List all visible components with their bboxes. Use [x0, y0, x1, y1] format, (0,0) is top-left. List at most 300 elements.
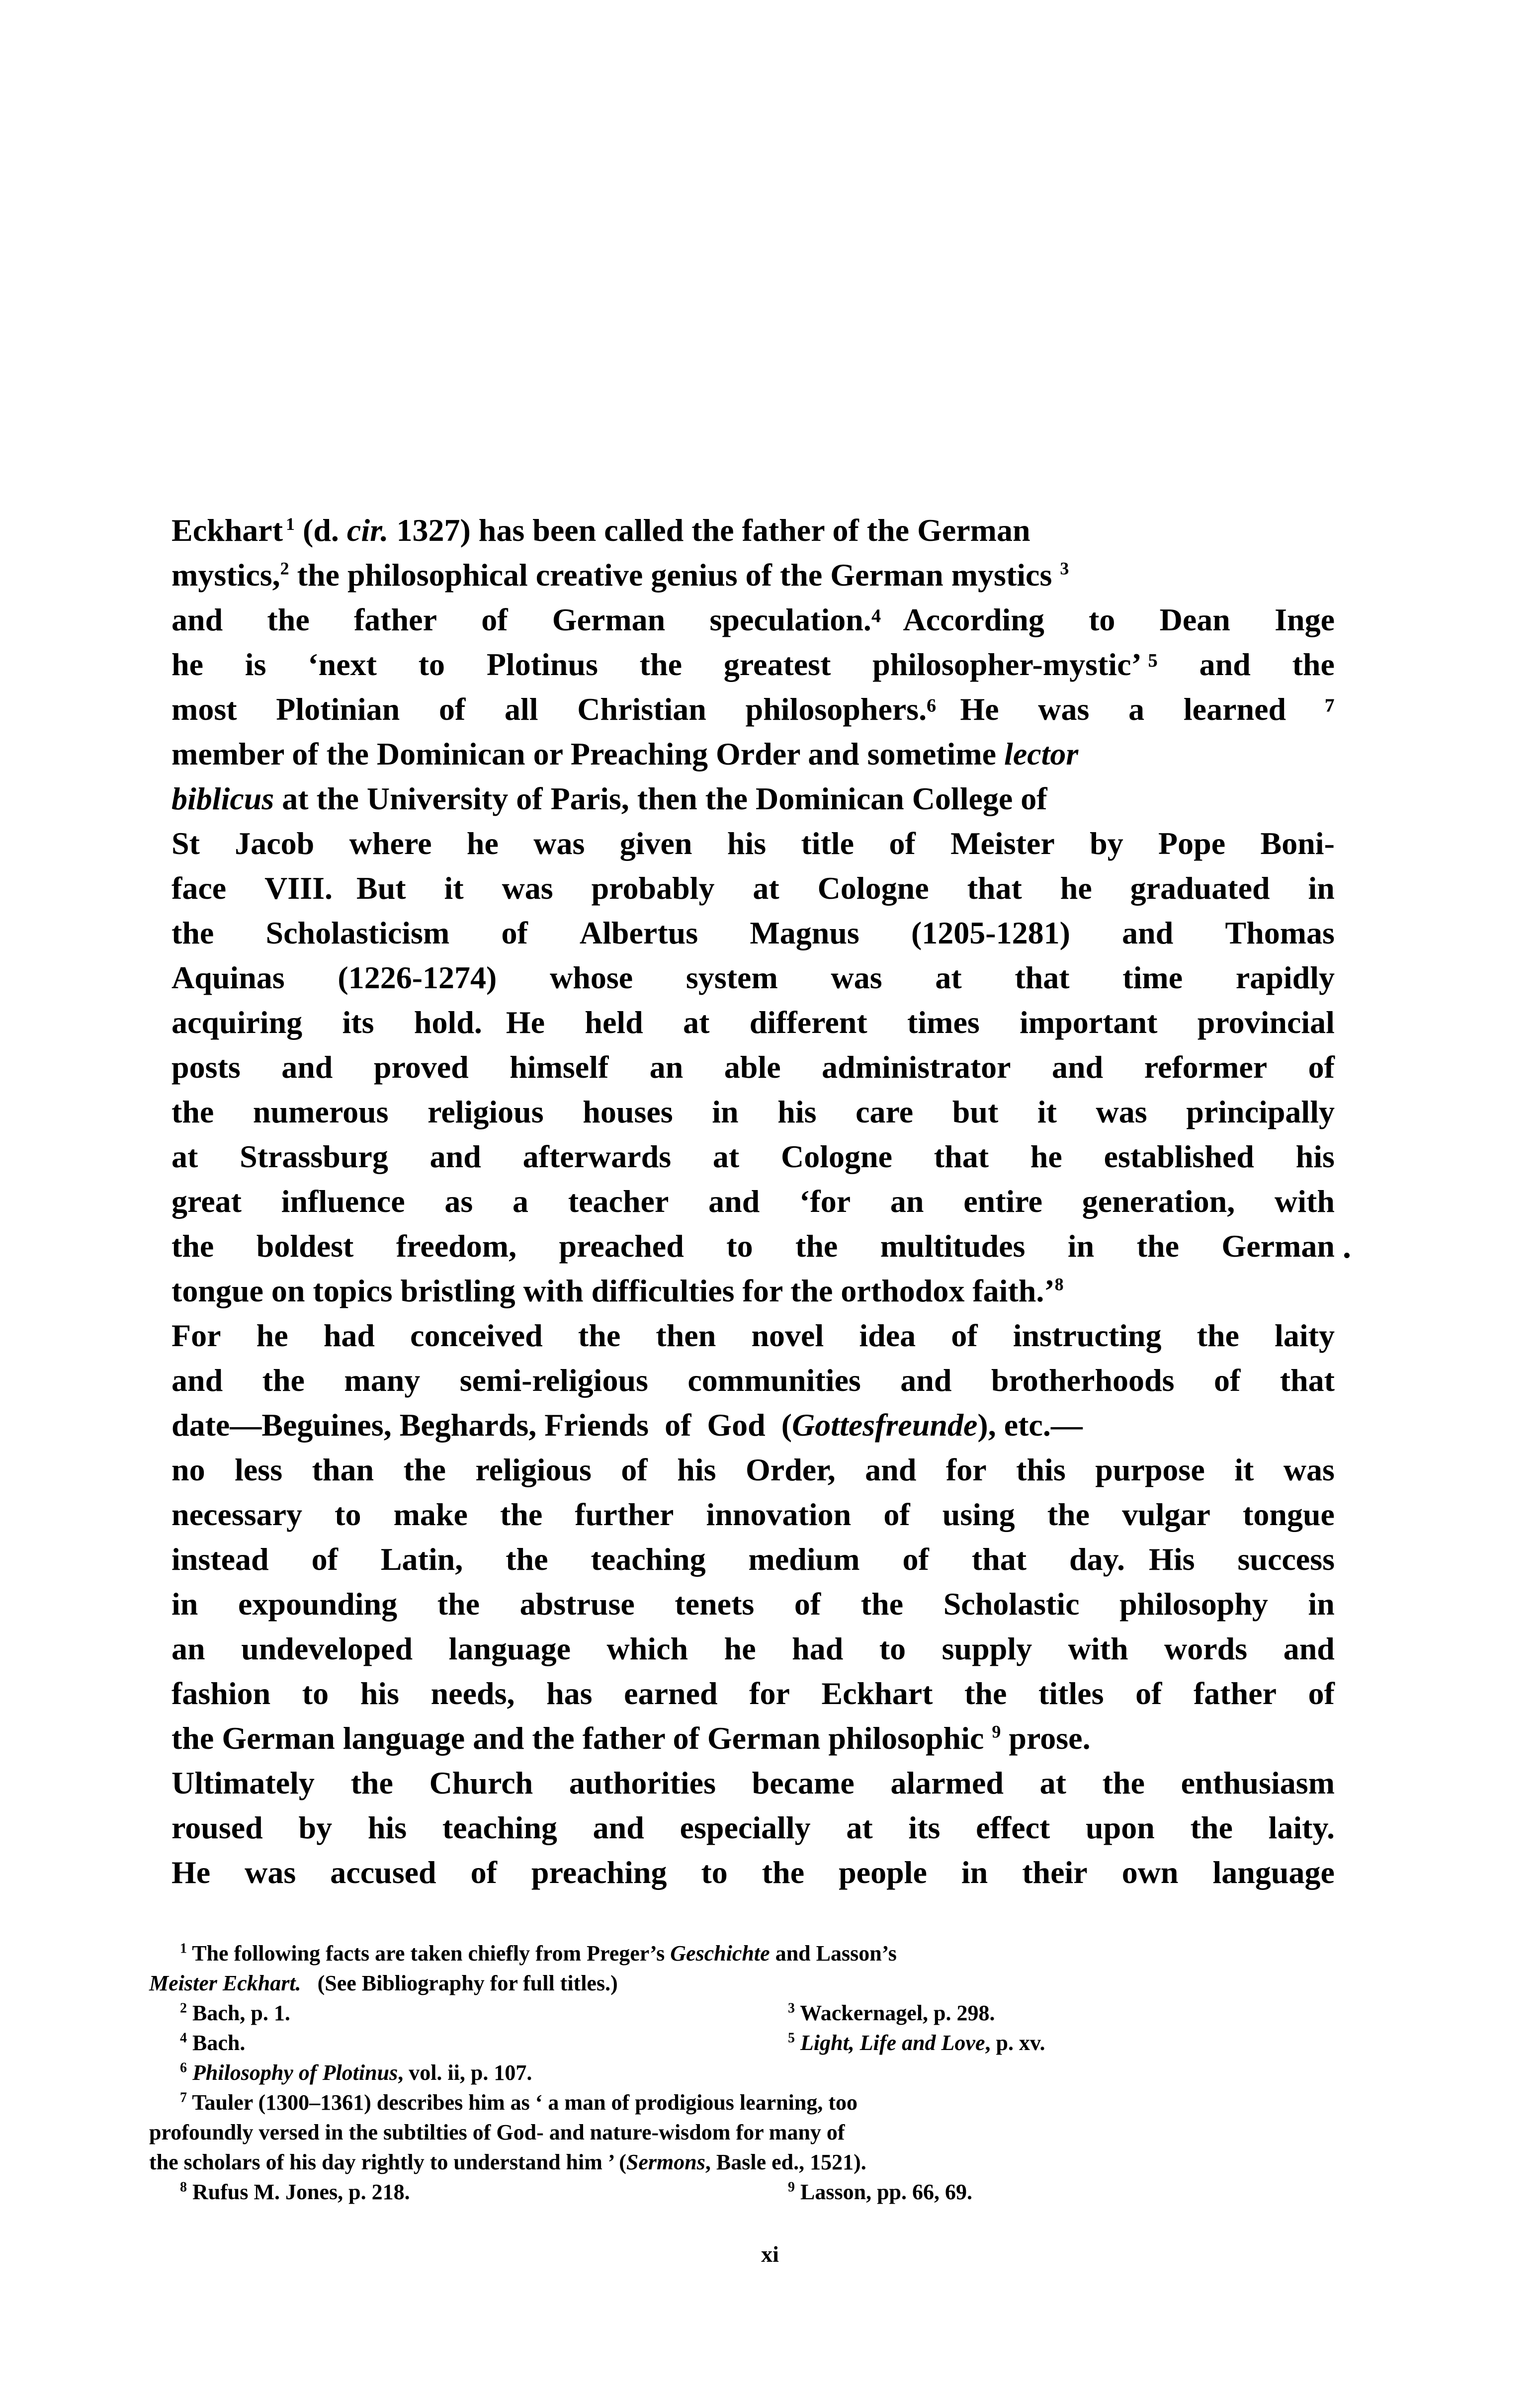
- footnote-2: [180, 1998, 290, 2028]
- text-run: became: [752, 1765, 855, 1800]
- text-run: and: [1052, 1049, 1104, 1085]
- body-line: [171, 1134, 1335, 1179]
- text-run: an: [649, 1049, 684, 1085]
- text-run: novel: [751, 1318, 824, 1353]
- text-run: was: [831, 960, 882, 995]
- text-run: his: [727, 826, 767, 861]
- text-run: he: [171, 647, 203, 682]
- text-run: where: [349, 826, 432, 861]
- text-run: Scholasticism: [265, 915, 450, 950]
- text-run: conceived: [410, 1318, 543, 1353]
- text-run: the: [639, 647, 682, 682]
- text-run: it: [1234, 1452, 1254, 1487]
- text-run: philosophers.⁶ He: [745, 691, 999, 727]
- text-run: had: [323, 1318, 375, 1353]
- text-run: accused: [330, 1855, 436, 1890]
- text-run: at: [935, 960, 962, 995]
- text-run: given: [619, 826, 692, 861]
- text-run: at: [846, 1810, 873, 1845]
- text-run: and: [429, 1139, 481, 1174]
- text-run: and: [865, 1452, 917, 1487]
- text-run: the: [262, 1363, 305, 1398]
- text-run: (See Bibliography for full titles.): [301, 1971, 618, 1995]
- text-run: many: [344, 1363, 421, 1398]
- text-run: Bach, p. 1.: [187, 2001, 290, 2025]
- text-run: innovation: [706, 1497, 852, 1532]
- text-run: the: [1292, 647, 1335, 682]
- text-run: generation,: [1082, 1184, 1235, 1219]
- text-run: the: [964, 1676, 1007, 1711]
- text-run: Cologne: [817, 870, 929, 906]
- text-run: he: [1030, 1139, 1062, 1174]
- text-run: Scholastic: [943, 1586, 1080, 1622]
- text-run: important: [1020, 1005, 1158, 1040]
- text-run: times: [907, 1005, 980, 1040]
- text-run: and: [1199, 647, 1251, 682]
- text-run: words: [1164, 1631, 1248, 1666]
- body-line: [171, 866, 1335, 911]
- scan-ink-speck: [1344, 1253, 1350, 1258]
- text-run: communities: [687, 1363, 861, 1398]
- text-run: the: [1136, 1228, 1179, 1264]
- text-run: for: [945, 1452, 987, 1487]
- text-run: For: [171, 1318, 221, 1353]
- footnote-8: [180, 2177, 410, 2207]
- text-run: ‘next: [308, 647, 377, 682]
- text-run: the: [267, 602, 310, 637]
- text-run: care: [856, 1094, 914, 1129]
- text-run: was: [1096, 1094, 1147, 1129]
- footnote-1-line: [149, 1968, 1362, 1998]
- text-run: most: [171, 691, 237, 727]
- text-run: Church: [429, 1765, 533, 1800]
- text-run: roused: [171, 1810, 263, 1845]
- text-run: entire: [963, 1184, 1042, 1219]
- body-line: [171, 732, 1335, 776]
- text-run: less: [235, 1452, 283, 1487]
- text-run: in: [712, 1094, 739, 1129]
- text-run: success: [1237, 1541, 1335, 1577]
- footnote-7-line: [149, 2118, 1362, 2147]
- text-run: their: [1022, 1855, 1088, 1890]
- footnote-4: [180, 2028, 245, 2058]
- text-run: in: [961, 1855, 988, 1890]
- body-line: [171, 1582, 1335, 1626]
- text-run: Wackernagel, p. 298.: [795, 2001, 995, 2025]
- text-run: German: [552, 602, 666, 637]
- footnote-row: [149, 1998, 1362, 2028]
- text-run: philosopher-mystic’ ⁵: [872, 647, 1158, 682]
- text-run: the: [171, 915, 214, 950]
- text-run: he: [256, 1318, 288, 1353]
- text-run: semi-religious: [459, 1363, 648, 1398]
- text-run: was: [245, 1855, 296, 1890]
- text-run: authorities: [569, 1765, 716, 1800]
- text-run: to: [1089, 602, 1115, 637]
- text-run: Inge: [1275, 602, 1335, 637]
- text-run: , Basle ed., 1521).: [705, 2150, 866, 2174]
- body-line: [171, 776, 1335, 821]
- italic-text: Meister Eckhart.: [149, 1971, 301, 1995]
- text-run: Plotinian: [276, 691, 400, 727]
- body-line: [171, 553, 1335, 598]
- text-run: of: [1213, 1363, 1241, 1398]
- text-run: own: [1121, 1855, 1179, 1890]
- text-run: undeveloped: [241, 1631, 413, 1666]
- text-run: was: [533, 826, 585, 861]
- text-run: all: [504, 691, 538, 727]
- text-run: the: [1197, 1318, 1239, 1353]
- text-run: Eckhart: [171, 513, 283, 548]
- text-run: purpose: [1095, 1452, 1205, 1487]
- text-run: ), etc.—: [977, 1407, 1083, 1443]
- text-run: that: [971, 1541, 1027, 1577]
- text-run: and: [593, 1810, 644, 1845]
- body-line: [171, 1716, 1335, 1761]
- text-run: principally: [1186, 1094, 1335, 1129]
- body-line: [171, 1000, 1335, 1045]
- text-run: at: [1039, 1765, 1066, 1800]
- text-run: of: [1135, 1676, 1162, 1711]
- text-run: in: [1308, 870, 1335, 906]
- footnote-reference: 3: [1060, 558, 1069, 579]
- text-run: and Lasson’s: [770, 1941, 897, 1966]
- text-run: , vol. ii, p. 107.: [398, 2060, 532, 2085]
- text-run: graduated: [1130, 870, 1270, 906]
- text-run: the: [1102, 1765, 1145, 1800]
- body-line: [171, 1448, 1335, 1492]
- text-run: by: [298, 1810, 333, 1845]
- text-run: Boni-: [1260, 826, 1335, 861]
- text-run: at: [171, 1139, 198, 1174]
- text-run: laity.: [1268, 1810, 1335, 1845]
- text-run: (1226‑1274): [338, 960, 497, 995]
- text-run: houses: [583, 1094, 673, 1129]
- body-line: [171, 1269, 1335, 1313]
- text-run: Strassburg: [240, 1139, 388, 1174]
- text-run: acquiring: [171, 1005, 303, 1040]
- text-run: that: [967, 870, 1022, 906]
- footnote-row: [149, 2028, 1362, 2058]
- text-run: titles: [1038, 1676, 1104, 1711]
- text-run: provincial: [1197, 1005, 1335, 1040]
- text-run: Jacob: [235, 826, 315, 861]
- text-run: at: [753, 870, 779, 906]
- text-run: with: [1275, 1184, 1335, 1219]
- text-run: administrator: [822, 1049, 1011, 1085]
- text-run: he: [1060, 870, 1092, 906]
- text-run: of: [311, 1541, 338, 1577]
- body-line: [171, 1358, 1335, 1403]
- text-run: ‘for: [799, 1184, 851, 1219]
- footnote-marker: 5: [788, 2030, 795, 2046]
- text-run: the: [578, 1318, 621, 1353]
- text-run: German: [1221, 1228, 1335, 1264]
- text-run: effect: [976, 1810, 1050, 1845]
- text-run: The following facts are taken chiefly from Preger’s: [187, 1941, 671, 1966]
- text-run: upon: [1086, 1810, 1155, 1845]
- body-line: [171, 1403, 1335, 1448]
- text-run: using: [942, 1497, 1015, 1532]
- italic-text: Geschichte: [670, 1941, 770, 1966]
- text-run: needs,: [430, 1676, 515, 1711]
- footnote-reference: 8: [1054, 1274, 1064, 1294]
- text-run: of: [1308, 1049, 1335, 1085]
- text-run: make: [393, 1497, 468, 1532]
- text-run: necessary: [171, 1497, 303, 1532]
- text-run: instructing: [1013, 1318, 1162, 1353]
- footnote-reference: 2: [280, 558, 289, 579]
- text-run: influence: [281, 1184, 405, 1219]
- text-run: established: [1104, 1139, 1254, 1174]
- text-run: it: [444, 870, 464, 906]
- text-run: was: [1038, 691, 1090, 727]
- text-run: to: [701, 1855, 728, 1890]
- text-run: tongue: [1243, 1497, 1335, 1532]
- text-run: was: [1283, 1452, 1335, 1487]
- text-run: the philosophical creative genius of the German mystics: [289, 557, 1060, 593]
- text-run: Dean: [1159, 602, 1230, 637]
- text-run: able: [724, 1049, 781, 1085]
- text-run: reformer: [1144, 1049, 1268, 1085]
- text-run: rapidly: [1235, 960, 1335, 995]
- text-run: and: [1283, 1631, 1335, 1666]
- text-run: had: [792, 1631, 844, 1666]
- text-run: of: [1308, 1676, 1335, 1711]
- text-run: the: [506, 1541, 548, 1577]
- text-run: it: [1037, 1094, 1057, 1129]
- text-run: the: [403, 1452, 446, 1487]
- text-run: great: [171, 1184, 242, 1219]
- text-run: freedom,: [396, 1228, 517, 1264]
- text-run: day. His: [1069, 1541, 1195, 1577]
- body-line: [171, 598, 1335, 642]
- text-run: of: [902, 1541, 929, 1577]
- text-run: an: [890, 1184, 924, 1219]
- text-run: face: [171, 870, 227, 906]
- text-run: earned: [624, 1676, 718, 1711]
- text-run: member of the Dominican or Preaching Order and sometime: [171, 736, 1005, 771]
- text-run: Magnus: [750, 915, 859, 950]
- text-run: preaching: [531, 1855, 667, 1890]
- text-run: He: [171, 1855, 211, 1890]
- text-run: that: [934, 1139, 989, 1174]
- text-run: the German language and the father of German philosophic: [171, 1720, 992, 1756]
- text-run: its: [908, 1810, 941, 1845]
- footnote-row: [149, 2177, 1362, 2207]
- text-run: further: [575, 1497, 674, 1532]
- text-run: Latin,: [380, 1541, 463, 1577]
- text-run: he: [724, 1631, 756, 1666]
- body-line: [171, 821, 1335, 866]
- text-run: [795, 2031, 800, 2055]
- text-run: probably: [591, 870, 715, 906]
- text-run: and: [171, 602, 223, 637]
- text-run: philosophy: [1119, 1586, 1268, 1622]
- text-run: language: [448, 1631, 571, 1666]
- text-run: laity: [1275, 1318, 1335, 1353]
- text-run: the: [1190, 1810, 1233, 1845]
- italic-text: Sermons: [626, 2150, 705, 2174]
- text-run: teacher: [568, 1184, 669, 1219]
- text-run: [187, 2060, 192, 2085]
- text-run: Meister: [950, 826, 1055, 861]
- text-run: has: [546, 1676, 593, 1711]
- text-run: of: [883, 1497, 910, 1532]
- text-run: different: [749, 1005, 867, 1040]
- body-line: [171, 687, 1335, 732]
- text-run: to: [879, 1631, 906, 1666]
- text-run: a: [513, 1184, 529, 1219]
- italic-text: Gottesfreunde: [792, 1407, 978, 1443]
- text-run: (d.: [295, 513, 347, 548]
- text-run: for: [749, 1676, 790, 1711]
- text-run: Order,: [746, 1452, 836, 1487]
- text-run: hold. He: [414, 1005, 545, 1040]
- text-run: that: [1280, 1363, 1335, 1398]
- text-run: boldest: [256, 1228, 354, 1264]
- footnote-5: [788, 2028, 1045, 2058]
- text-run: and: [171, 1363, 223, 1398]
- text-run: of: [481, 602, 508, 637]
- body-text-block: [171, 508, 1335, 1895]
- text-run: learned: [1183, 691, 1286, 727]
- text-run: the: [1047, 1497, 1090, 1532]
- text-run: Eckhart: [821, 1676, 933, 1711]
- text-run: fashion: [171, 1676, 271, 1711]
- text-run: Albertus: [579, 915, 698, 950]
- text-run: instead: [171, 1541, 269, 1577]
- text-run: a: [1128, 691, 1145, 727]
- text-run: he: [466, 826, 499, 861]
- text-run: the: [350, 1765, 393, 1800]
- text-run: speculation.⁴ According: [709, 602, 1044, 637]
- text-run: than: [312, 1452, 374, 1487]
- text-run: , p. xv.: [985, 2031, 1045, 2055]
- body-line: [171, 508, 1335, 553]
- text-run: in: [171, 1586, 198, 1622]
- text-run: multitudes: [880, 1228, 1026, 1264]
- text-run: Tauler (1300–1361) describes him as ‘ a man of prodigious learning, too: [187, 2090, 858, 2115]
- text-run: himself: [510, 1049, 609, 1085]
- text-run: of: [501, 915, 528, 950]
- italic-text: biblicus: [171, 781, 274, 816]
- body-line: [171, 1805, 1335, 1850]
- text-run: title: [801, 826, 855, 861]
- text-run: in: [1308, 1586, 1335, 1622]
- text-run: of: [438, 691, 466, 727]
- body-line: [171, 1537, 1335, 1582]
- text-run: enthusiasm: [1181, 1765, 1335, 1800]
- italic-text: Philosophy of Plotinus: [192, 2060, 398, 2085]
- text-run: afterwards: [522, 1139, 672, 1174]
- text-run: numerous: [253, 1094, 389, 1129]
- text-run: Christian: [577, 691, 706, 727]
- text-run: [149, 1939, 897, 1968]
- text-run: ⁷: [1325, 691, 1335, 727]
- text-run: Lasson, pp. 66, 69.: [795, 2180, 973, 2204]
- footnote-7-line: [149, 2088, 1362, 2118]
- text-run: the: [437, 1586, 480, 1622]
- body-line: [171, 911, 1335, 955]
- text-run: to: [335, 1497, 361, 1532]
- text-run: vulgar: [1122, 1497, 1210, 1532]
- text-run: then: [656, 1318, 716, 1353]
- footnote-3: [788, 1998, 995, 2028]
- text-run: preached: [559, 1228, 684, 1264]
- text-run: proved: [373, 1049, 469, 1085]
- text-run: Bach.: [187, 2031, 246, 2055]
- text-run: the: [171, 1228, 214, 1264]
- text-run: as: [444, 1184, 473, 1219]
- text-run: to: [418, 647, 445, 682]
- text-run: tenets: [675, 1586, 755, 1622]
- body-line: [171, 1179, 1335, 1224]
- text-run: an: [171, 1631, 205, 1666]
- body-line: [171, 1492, 1335, 1537]
- body-line: [171, 955, 1335, 1000]
- text-run: the: [795, 1228, 838, 1264]
- text-run: his: [777, 1094, 817, 1129]
- text-run: his: [1295, 1139, 1335, 1174]
- body-line: [171, 1090, 1335, 1134]
- footnote-marker: 9: [788, 2179, 795, 2195]
- text-run: the: [860, 1586, 904, 1622]
- text-run: which: [606, 1631, 688, 1666]
- text-run: alarmed: [890, 1765, 1004, 1800]
- body-line: [171, 1761, 1335, 1805]
- text-run: this: [1016, 1452, 1066, 1487]
- body-line: [171, 1671, 1335, 1716]
- footnote-marker: 6: [180, 2060, 187, 2076]
- text-run: his: [677, 1452, 716, 1487]
- text-run: his: [367, 1810, 407, 1845]
- text-run: abstruse: [519, 1586, 635, 1622]
- text-run: to: [302, 1676, 329, 1711]
- text-run: that: [1015, 960, 1070, 995]
- text-run: prose.: [1001, 1720, 1091, 1756]
- text-run: and: [900, 1363, 952, 1398]
- footnote-9: [788, 2177, 972, 2207]
- body-line: [171, 1224, 1335, 1269]
- footnote-reference: 1: [286, 513, 295, 534]
- text-run: no: [171, 1452, 205, 1487]
- text-run: of: [951, 1318, 978, 1353]
- text-run: was: [502, 870, 553, 906]
- text-run: teaching: [591, 1541, 706, 1577]
- text-run: the: [762, 1855, 805, 1890]
- italic-text: Light, Life and Love: [800, 2031, 985, 2055]
- text-run: people: [839, 1855, 927, 1890]
- text-run: date—Beguines, Beghards, Friends of God (: [171, 1407, 792, 1443]
- footnote-1-line: [149, 1939, 1362, 1968]
- text-run: VIII. But: [264, 870, 406, 906]
- footnote-marker: 3: [788, 2000, 795, 2016]
- text-run: of: [470, 1855, 497, 1890]
- text-run: 1327) has been called the father of the German: [388, 513, 1030, 548]
- text-run: of: [621, 1452, 648, 1487]
- text-run: posts: [171, 1049, 241, 1085]
- text-run: the: [500, 1497, 543, 1532]
- footnote-marker: 2: [180, 2000, 187, 2016]
- text-run: brotherhoods: [991, 1363, 1175, 1398]
- text-run: at the University of Paris, then the Dominican College of: [274, 781, 1047, 816]
- body-line: [171, 1045, 1335, 1090]
- text-run: supply: [941, 1631, 1032, 1666]
- text-run: (1205‑1281): [911, 915, 1070, 950]
- footnote-7-line: [149, 2147, 1362, 2177]
- text-run: especially: [680, 1810, 811, 1845]
